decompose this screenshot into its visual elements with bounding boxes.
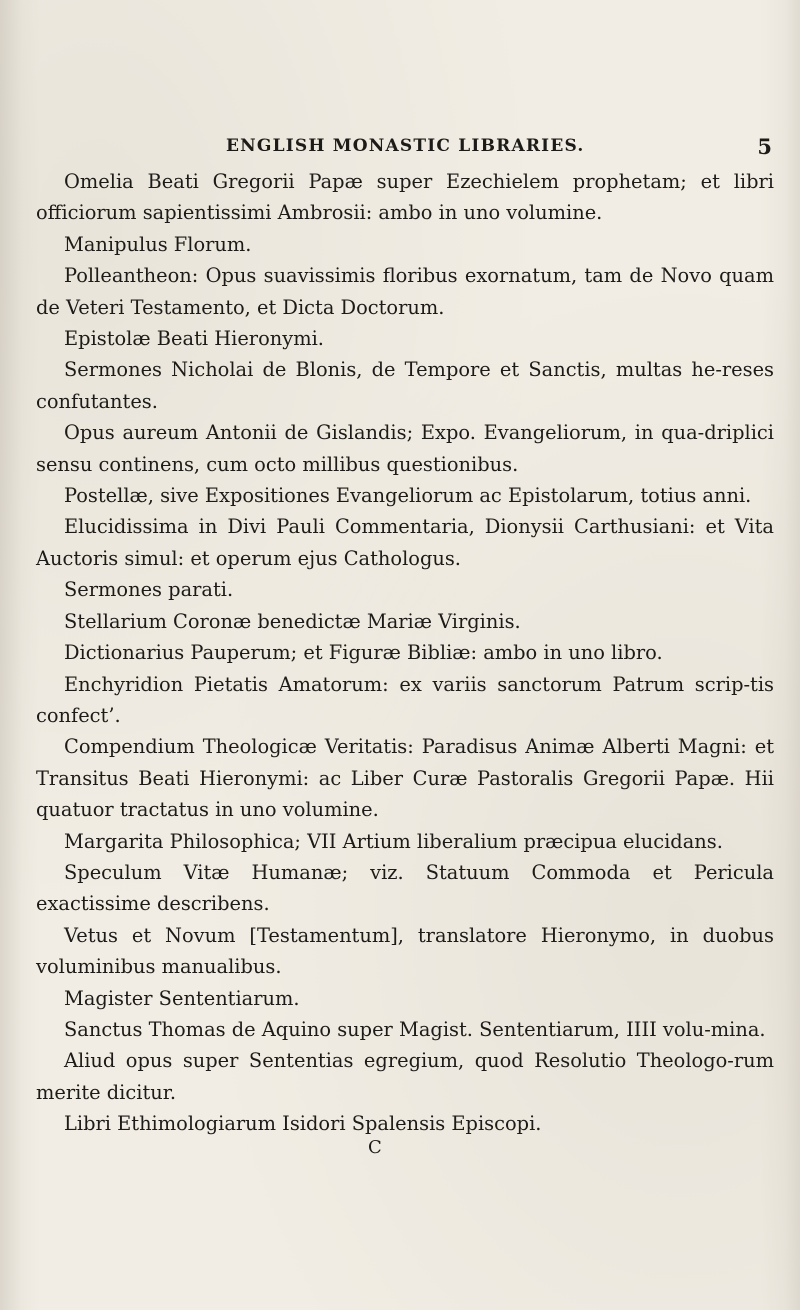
- catalogue-entry: Enchyridion Pietatis Amatorum: ex variis sanctorum Patrum scrip-tis confect’.: [36, 672, 774, 727]
- catalogue-entry: Aliud opus super Sententias egregium, quod Resolutio Theologo-rum merite dicitur.: [36, 1049, 774, 1104]
- catalogue-entry: Stellarium Coronæ benedictæ Mariæ Virginis.: [64, 609, 521, 633]
- catalogue-entry: Libri Ethimologiarum Isidori Spalensis Episcopi.: [64, 1112, 542, 1136]
- catalogue-entry: Compendium Theologicæ Veritatis: Paradisus Animæ Alberti Magni: et Transitus Beati Hieronymi: ac Liber Curæ Pastoralis Gregorii Papæ. Hii quatuor tractatus in uno volumine.: [36, 735, 774, 822]
- catalogue-entry: Dictionarius Pauperum; et Figuræ Bibliæ: ambo in uno libro.: [64, 641, 663, 665]
- catalogue-entry: Sanctus Thomas de Aquino super Magist. Sententiarum, IIII volu-mina.: [64, 1017, 766, 1041]
- catalogue-entry: Vetus et Novum [Testamentum], translatore Hieronymo, in duobus voluminibus manualibus.: [36, 923, 774, 979]
- book-page: [36, 136, 774, 1160]
- catalogue-entry: Sermones parati.: [64, 578, 234, 602]
- signature-mark: C: [368, 1136, 382, 1158]
- running-title: ENGLISH MONASTIC LIBRARIES.: [226, 136, 585, 156]
- catalogue-entry: Epistolæ Beati Hieronymi.: [64, 327, 324, 351]
- catalogue-entry: Elucidissima in Divi Pauli Commentaria, Dionysii Carthusiani: et Vita Auctoris simul: et operum ejus Cathologus.: [36, 515, 774, 570]
- catalogue-entry: Sermones Nicholai de Blonis, de Tempore et Sanctis, multas he-reses confutantes.: [36, 358, 774, 413]
- catalogue-entry: Magister Sententiarum.: [64, 986, 300, 1010]
- catalogue-entry: Margarita Philosophica; VII Artium liberalium præcipua elucidans.: [64, 829, 723, 853]
- page-number: 5: [757, 134, 772, 159]
- catalogue-entry: Opus aureum Antonii de Gislandis; Expo. Evangeliorum, in qua-driplici sensu continens, cum octo millibus questionibus.: [36, 421, 774, 476]
- catalogue-entry: Omelia Beati Gregorii Papæ super Ezechielem prophetam; et libri officiorum sapientissimi Ambrosii: ambo in uno volumine.: [36, 170, 774, 225]
- catalogue-entry: Speculum Vitæ Humanæ; viz. Statuum Commoda et Pericula exactissime describens.: [36, 860, 774, 916]
- catalogue-entry: Postellæ, sive Expositiones Evangeliorum ac Epistolarum, totius anni.: [64, 484, 752, 508]
- running-head: [36, 136, 774, 166]
- catalogue-entry: Polleantheon: Opus suavissimis floribus exornatum, tam de Novo quam de Veteri Testamento, et Dicta Doctorum.: [36, 264, 774, 319]
- catalogue-entry: Manipulus Florum.: [64, 232, 252, 256]
- catalogue-entries: [36, 166, 774, 1140]
